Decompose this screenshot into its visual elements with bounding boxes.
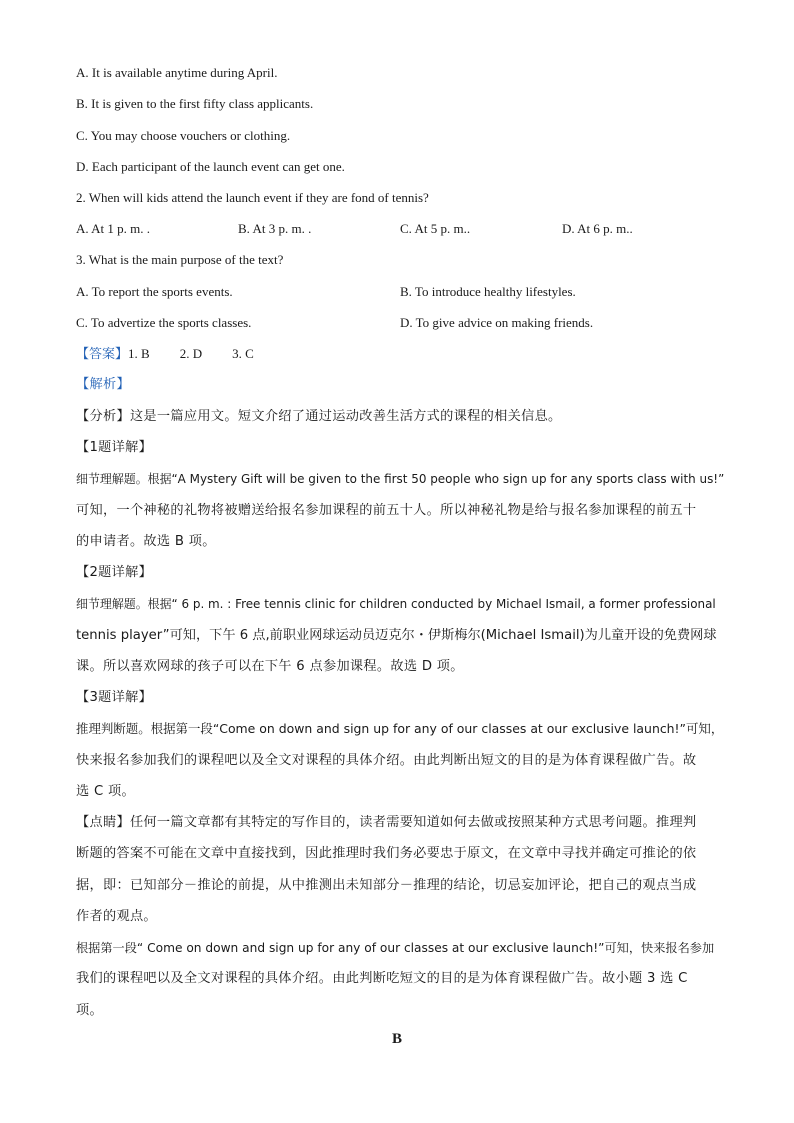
detail2-line: 课。所以喜欢网球的孩子可以在下午 6 点参加课程。故选 D 项。: [76, 659, 464, 674]
detail3-line: 推理判断题。根据第一段“Come on down and sign up for any of our classes at our exclusive launch!”可知，: [76, 721, 724, 736]
tips-line: 据，即：已知部分－推论的前提，从中推测出未知部分－推理的结论，切忌妄加评论，把自己的观点当成: [76, 878, 697, 893]
q2-stem: 2. When will kids attend the launch event if they are fond of tennis?: [76, 190, 429, 205]
final-line: 项。: [76, 1003, 103, 1018]
q3-option-c: C. To advertize the sports classes.: [76, 315, 252, 330]
answer-item: 3. C: [232, 346, 254, 361]
detail1-line: 的申请者。故选 B 项。: [76, 534, 216, 549]
q2-option-a: A. At 1 p. m. .: [76, 221, 151, 236]
q1-option-b: B. It is given to the first fifty class applicants.: [76, 96, 314, 111]
q2-option-c: C. At 5 p. m..: [400, 221, 471, 236]
tips-line: 作者的观点。: [76, 909, 157, 924]
tips-line: 【点睛】任何一篇文章都有其特定的写作目的，读者需要知道如何去做或按照某种方式思考问题。推理判: [76, 815, 697, 830]
analysis-heading: 【解析】: [76, 377, 130, 392]
q3-option-a: A. To report the sports events.: [76, 284, 233, 299]
tips-line: 断题的答案不可能在文章中直接找到，因此推理时我们务必要忠于原文，在文章中寻找并确定可推论的依: [76, 846, 697, 861]
detail2-line: tennis player”可知，下午 6 点,前职业网球运动员迈克尔・伊斯梅尔(Michael Ismail)为儿童开设的免费网球: [76, 628, 717, 643]
detail3-heading: 【3题详解】: [76, 690, 153, 705]
answer-label: 【答案】: [76, 347, 129, 362]
final-line: 我们的课程吧以及全文对课程的具体介绍。由此判断吃短文的目的是为体育课程做广告。故小题 3 选 C: [76, 971, 688, 986]
q3-stem: 3. What is the main purpose of the text?: [76, 252, 284, 267]
q3-option-b: B. To introduce healthy lifestyles.: [400, 284, 576, 299]
q2-option-b: B. At 3 p. m. .: [238, 221, 312, 236]
final-line: 根据第一段“ Come on down and sign up for any of our classes at our exclusive launch!”可知，快来报名参加: [76, 941, 715, 955]
answer-item: 2. D: [179, 346, 203, 361]
q3-option-d: D. To give advice on making friends.: [400, 315, 594, 330]
q1-option-c: C. You may choose vouchers or clothing.: [76, 128, 291, 143]
answer-line: [76, 345, 254, 364]
detail2-line: 细节理解题。根据“ 6 p. m. : Free tennis clinic for children conducted by Michael Ismail, a former professional: [76, 597, 716, 611]
detail1-heading: 【1题详解】: [76, 440, 153, 455]
answer-item: 1. B: [128, 346, 150, 361]
q1-option-a: A. It is available anytime during April.: [76, 65, 278, 80]
detail2-heading: 【2题详解】: [76, 565, 153, 580]
analysis-overview: 【分析】这是一篇应用文。短文介绍了通过运动改善生活方式的课程的相关信息。: [76, 409, 562, 424]
detail1-line: 细节理解题。根据“A Mystery Gift will be given to the first 50 people who sign up for any sports class with us!”: [76, 472, 725, 486]
detail3-line: 选 C 项。: [76, 784, 135, 799]
q1-option-d: D. Each participant of the launch event can get one.: [76, 159, 345, 174]
q2-option-d: D. At 6 p. m..: [562, 221, 633, 236]
detail1-line: 可知，一个神秘的礼物将被赠送给报名参加课程的前五十人。所以神秘礼物是给与报名参加课程的前五十: [76, 503, 697, 518]
section-label: B: [391, 1031, 402, 1047]
detail3-line: 快来报名参加我们的课程吧以及全文对课程的具体介绍。由此判断出短文的目的是为体育课程做广告。故: [76, 753, 697, 768]
